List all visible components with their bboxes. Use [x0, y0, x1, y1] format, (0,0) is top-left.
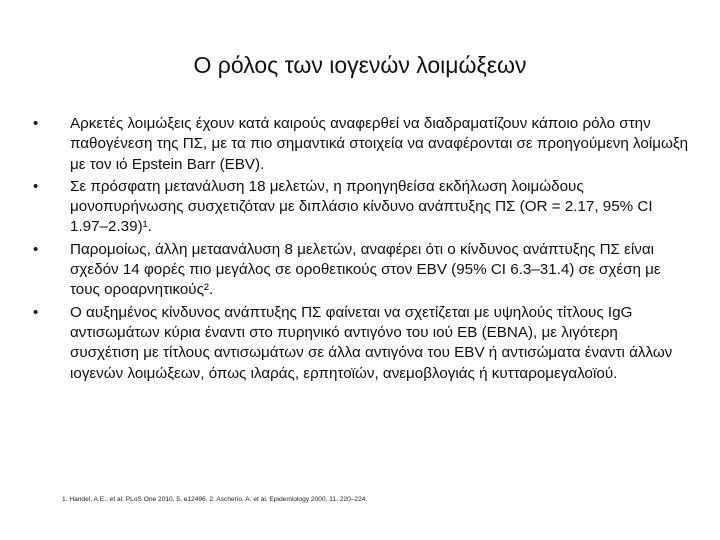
bullet-text: Ο αυξημένος κίνδυνος ανάπτυξης ΠΣ φαίνεται να σχετίζεται με υψηλούς τίτλους IgG αντισωμάτων κύρια έναντι στο πυρηνικό αντιγόνο του ιού ΕΒ (EBNA), με λιγότερη συσχέτιση με τίτλους αντισωμάτων σε άλλα αντιγόνα του EBV ή αντισώματα έναντι άλλων ιογενών λοιμώξεων, όπως ιλαράς, ερπητοϊών, ανεμοβλογιάς ή κυτταρομεγαλοϊού. — [70, 303, 673, 382]
bullet-icon: • — [33, 177, 39, 195]
bullet-item — [30, 177, 690, 238]
bullet-list — [30, 114, 690, 386]
bullet-item — [30, 240, 690, 301]
bullet-text: Αρκετές λοιμώξεις έχουν κατά καιρούς αναφερθεί να διαδραματίζουν κάποιο ρόλο στην παθογένεση της ΠΣ, με τα πιο σημαντικά στοιχεία να αναφέρονται σε προηγούμενη λοίμωξη με τον ιό Epstein Barr (EBV). — [70, 115, 689, 173]
bullet-text: Παρομοίως, άλλη μεταανάλυση 8 μελετών, αναφέρει ότι ο κίνδυνος ανάπτυξης ΠΣ είναι σχεδόν 14 φορές πιο μεγάλος σε οροθετικούς στον EBV (95% CI 6.3–31.4) σε σχέση με τους οροαρνητικούς². — [70, 240, 661, 299]
slide-title: Ο ρόλος των ιογενών λοιμώξεων — [193, 52, 527, 78]
references-footnote: 1. Handel, A.E., et al. PLoS One 2010, 5, e12496. 2. Ascherio, A. et al. Epidemiology 2000, 11, 220–224. — [62, 496, 368, 503]
bullet-icon: • — [33, 303, 39, 321]
bullet-item — [30, 303, 690, 384]
bullet-text: Σε πρόσφατη μετανάλυση 18 μελετών, η προηγηθείσα εκδήλωση λοιμώδους μονοπυρήνωσης συσχετιζόταν με διπλάσιο κίνδυνο ανάπτυξης ΠΣ (OR = 2.17, 95% CI 1.97–2.39)¹. — [70, 177, 653, 236]
bullet-item — [30, 114, 690, 175]
bullet-icon: • — [33, 240, 39, 258]
bullet-icon: • — [33, 115, 39, 132]
